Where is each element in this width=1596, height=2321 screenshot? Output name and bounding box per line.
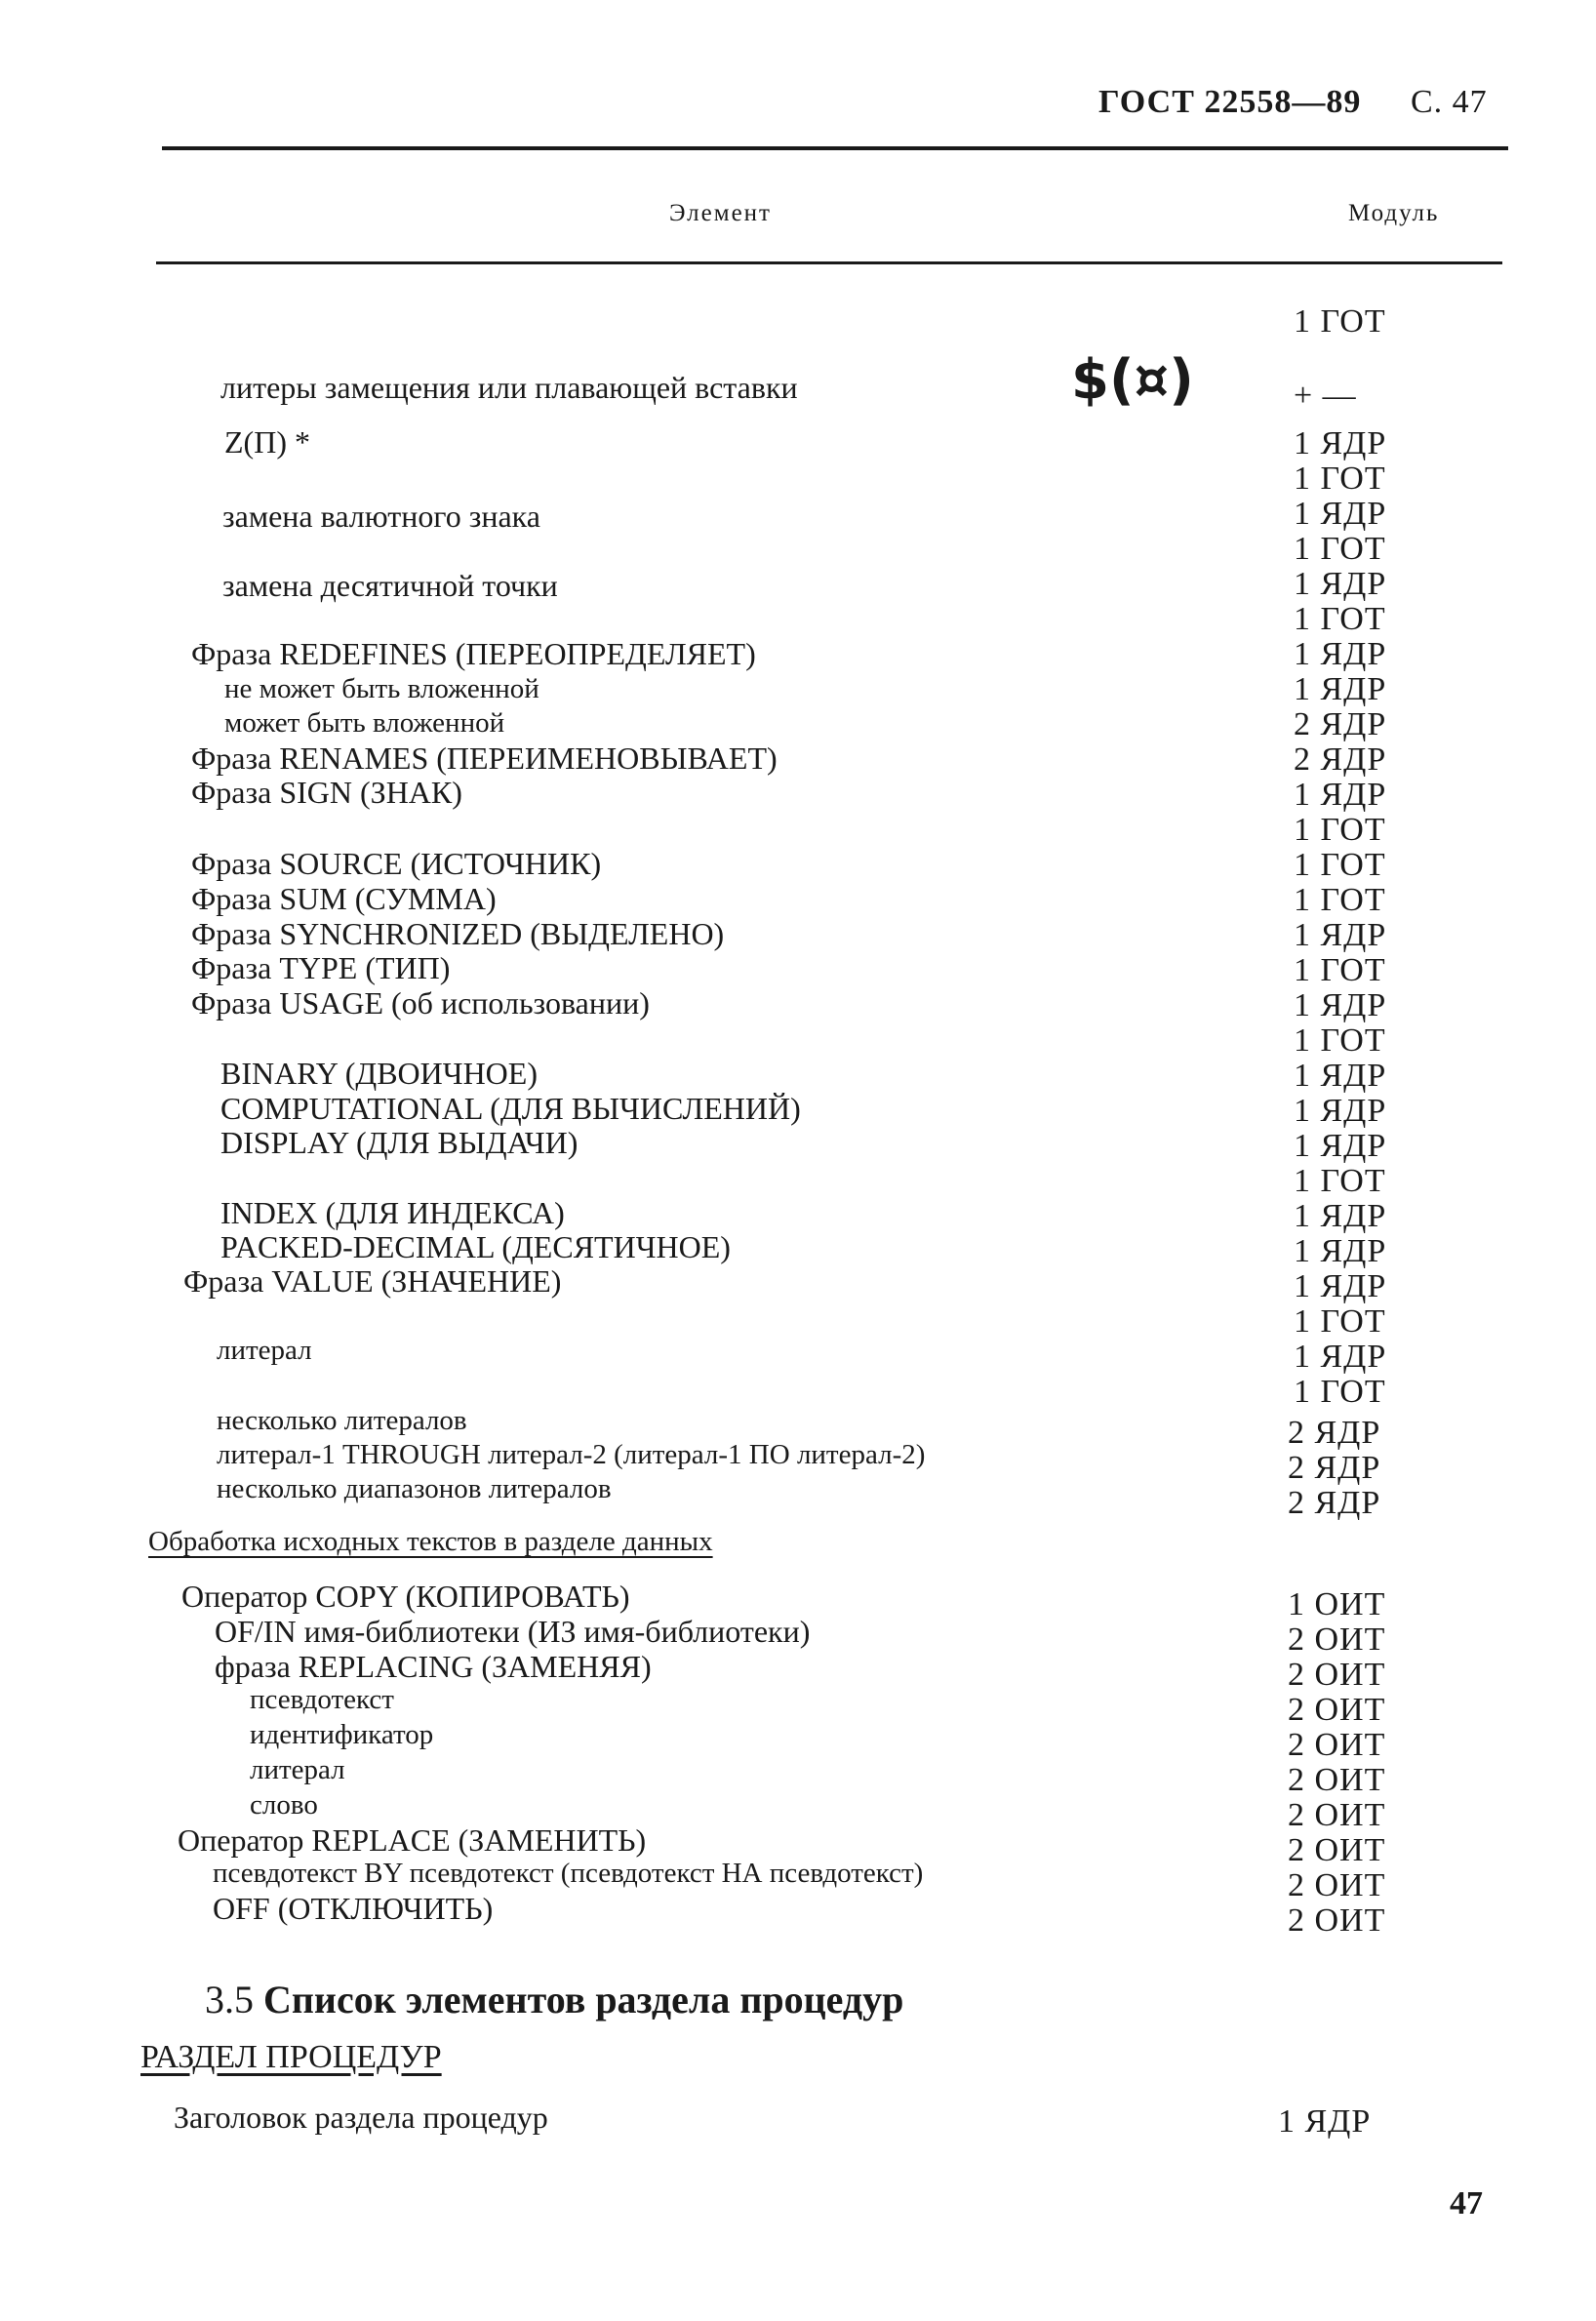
section-heading	[205, 1978, 904, 2021]
module-cell: 1 ЯДР	[1294, 777, 1387, 813]
element-row: не может быть вложенной	[224, 673, 539, 704]
element-row: Фраза SIGN (ЗНАК)	[191, 775, 462, 810]
column-element-heading: Элемент	[669, 200, 772, 226]
element-row: Фраза SUM (СУММА)	[191, 881, 497, 916]
element-row: Фраза SYNCHRONIZED (ВЫДЕЛЕНО)	[191, 916, 725, 951]
module-cell: 1 ГОТ	[1294, 952, 1386, 988]
module-cell: 1 ЯДР	[1294, 671, 1387, 707]
element-row: Фраза REDEFINES (ПЕРЕОПРЕДЕЛЯЕТ)	[191, 636, 756, 671]
element-row: литеры замещения или плавающей вставки	[220, 370, 798, 405]
module-cell: 1 ГОТ	[1294, 1303, 1386, 1340]
element-row: Фраза VALUE (ЗНАЧЕНИЕ)	[183, 1263, 562, 1299]
module-cell: 2 ЯДР	[1294, 741, 1387, 778]
module-cell: 2 ОИТ	[1288, 1867, 1386, 1903]
column-heading-rule	[156, 261, 1502, 264]
module-cell: 2 ОИТ	[1288, 1832, 1386, 1868]
element-row: фраза REPLACING (ЗАМЕНЯЯ)	[215, 1649, 652, 1684]
column-module-heading: Модуль	[1348, 200, 1440, 226]
module-cell: 1 ГОТ	[1294, 812, 1386, 848]
element-row: DISPLAY (ДЛЯ ВЫДАЧИ)	[220, 1125, 579, 1160]
module-cell: 2 ОИТ	[1288, 1657, 1386, 1693]
header-rule	[162, 146, 1508, 150]
standard-code: ГОСТ 22558—89	[1098, 84, 1362, 120]
module-cell: 1 ЯДР	[1294, 1198, 1387, 1234]
module-cell: 1 ЯДР	[1294, 1058, 1387, 1094]
element-row: псевдотекст BY псевдотекст (псевдотекст НА псевдотекст)	[213, 1858, 924, 1889]
element-row: литерал-1 THROUGH литерал-2 (литерал-1 ПО литерал-2)	[217, 1439, 926, 1470]
element-row: OF/IN имя-библиотеки (ИЗ имя-библиотеки)	[215, 1614, 811, 1649]
element-row: идентификатор	[250, 1719, 434, 1750]
module-cell: 1 ГОТ	[1294, 303, 1386, 340]
module-cell: 1 ЯДР	[1294, 917, 1387, 953]
element-row: может быть вложенной	[224, 707, 505, 739]
module-cell: 1 ЯДР	[1294, 496, 1387, 532]
module-cell: 1 ЯДР	[1294, 1233, 1387, 1269]
section-title: Список элементов раздела процедур	[263, 1978, 904, 2021]
module-cell: 1 ЯДР	[1294, 1128, 1387, 1164]
module-cell: 2 ОИТ	[1288, 1727, 1386, 1763]
element-row: Фраза SOURCE (ИСТОЧНИК)	[191, 846, 602, 881]
module-cell: 1 ГОТ	[1294, 531, 1386, 567]
currency-sign-symbol: $(¤)	[1071, 348, 1194, 412]
module-cell: 1 ГОТ	[1294, 1374, 1386, 1410]
module-cell: 1 ЯДР	[1294, 987, 1387, 1023]
element-row: замена валютного знака	[222, 499, 540, 534]
element-row: INDEX (ДЛЯ ИНДЕКСА)	[220, 1195, 565, 1230]
module-cell: 2 ОИТ	[1288, 1797, 1386, 1833]
section-number: 3.5	[205, 1978, 254, 2021]
division-title: РАЗДЕЛ ПРОЦЕДУР	[140, 2039, 442, 2075]
element-row: Заголовок раздела процедур	[174, 2100, 548, 2135]
element-row: OFF (ОТКЛЮЧИТЬ)	[213, 1891, 494, 1926]
element-row: замена десятичной точки	[222, 568, 558, 603]
module-cell: 2 ЯДР	[1294, 706, 1387, 742]
module-cell: 1 ЯДР	[1294, 566, 1387, 602]
module-cell: 1 ГОТ	[1294, 460, 1386, 497]
element-row: Фраза TYPE (ТИП)	[191, 950, 451, 985]
element-row: литерал	[250, 1754, 345, 1785]
element-row: Оператор REPLACE (ЗАМЕНИТЬ)	[178, 1822, 647, 1858]
module-cell: 1 ЯДР	[1294, 1339, 1387, 1375]
element-row: несколько литералов	[217, 1405, 467, 1436]
element-row: Оператор COPY (КОПИРОВАТЬ)	[181, 1579, 630, 1614]
module-cell: 1 ГОТ	[1294, 1022, 1386, 1059]
module-cell: 2 ЯДР	[1288, 1415, 1381, 1451]
element-row: PACKED-DECIMAL (ДЕСЯТИЧНОЕ)	[220, 1229, 731, 1264]
module-cell: 2 ОИТ	[1288, 1621, 1386, 1658]
module-cell: 1 ЯДР	[1294, 1093, 1387, 1129]
module-cell: 2 ОИТ	[1288, 1762, 1386, 1798]
element-row: слово	[250, 1789, 318, 1821]
element-row: Фраза RENAMES (ПЕРЕИМЕНОВЫВАЕТ)	[191, 740, 778, 776]
module-cell: 2 ОИТ	[1288, 1692, 1386, 1728]
module-cell: 1 ЯДР	[1294, 1268, 1387, 1304]
module-cell: 1 ГОТ	[1294, 882, 1386, 918]
element-row: BINARY (ДВОИЧНОЕ)	[220, 1056, 538, 1091]
module-cell: 2 ОИТ	[1288, 1902, 1386, 1939]
module-cell: 1 ЯДР	[1294, 425, 1387, 461]
module-cell: + —	[1294, 378, 1357, 414]
module-cell: 2 ЯДР	[1288, 1450, 1381, 1486]
page-number: 47	[1450, 2185, 1483, 2221]
page-label: С. 47	[1411, 84, 1488, 120]
element-row: Z(П) *	[224, 424, 310, 460]
element-row: литерал	[217, 1335, 312, 1366]
module-cell: 1 ГОТ	[1294, 1163, 1386, 1199]
element-row: COMPUTATIONAL (ДЛЯ ВЫЧИСЛЕНИЙ)	[220, 1091, 801, 1126]
subsection-heading: Обработка исходных текстов в разделе данных	[148, 1526, 713, 1557]
module-cell: 2 ЯДР	[1288, 1485, 1381, 1521]
module-cell: 1 ОИТ	[1288, 1586, 1386, 1622]
module-cell: 1 ЯДР	[1278, 2103, 1372, 2140]
element-row: несколько диапазонов литералов	[217, 1473, 612, 1504]
element-row: Фраза USAGE (об использовании)	[191, 985, 650, 1020]
element-row: псевдотекст	[250, 1684, 394, 1715]
module-cell: 1 ГОТ	[1294, 601, 1386, 637]
module-cell: 1 ЯДР	[1294, 636, 1387, 672]
module-cell: 1 ГОТ	[1294, 847, 1386, 883]
